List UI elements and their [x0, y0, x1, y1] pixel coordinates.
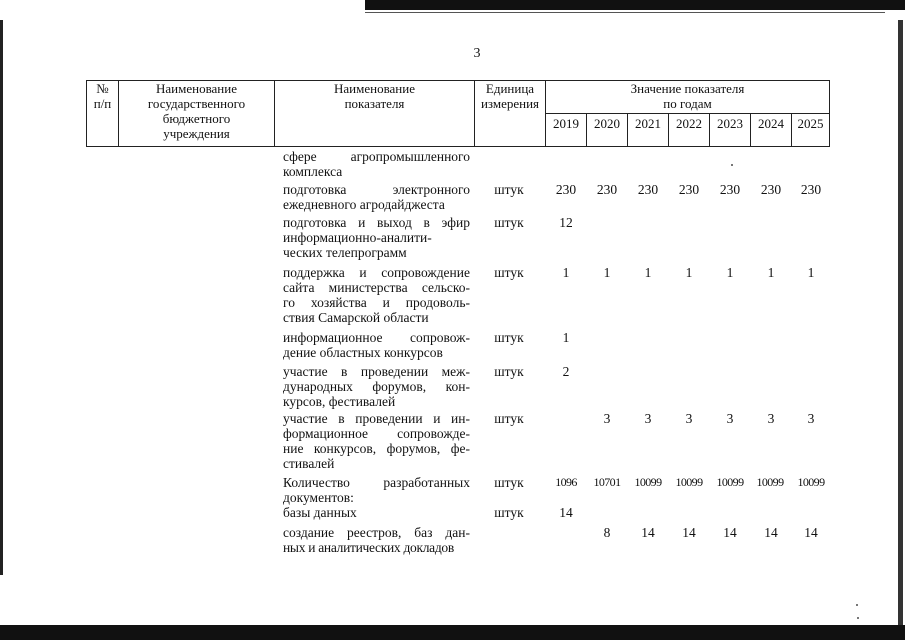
unit-cell: штук [494, 505, 524, 520]
unit-cell: штук [494, 215, 524, 230]
header-year: 2022 [676, 116, 702, 131]
value-cell: 10099 [634, 475, 662, 489]
header-year: 2020 [594, 116, 620, 131]
value-cell: 230 [678, 182, 700, 197]
value-cell: 3 [603, 411, 611, 426]
value-cell: 230 [596, 182, 618, 197]
indicator-cell: базы данных [283, 505, 357, 520]
value-cell: 10099 [797, 475, 825, 489]
indicator-cell: подготовка электронного ежедневного агродайджеста [283, 182, 470, 212]
value-cell: 1 [562, 265, 570, 280]
value-cell: 230 [637, 182, 659, 197]
value-cell: 1 [685, 265, 693, 280]
value-cell: 14 [723, 525, 737, 540]
unit-cell: штук [494, 364, 524, 379]
scan-edge-bottom [0, 625, 905, 640]
header-values: Значение показателя по годам [630, 81, 745, 111]
header-year: 2024 [758, 116, 784, 131]
value-cell: 3 [807, 411, 815, 426]
scan-edge-right [898, 20, 903, 625]
indicator-cell: создание реестров, баз дан- ных и аналитических докладов [283, 525, 470, 555]
unit-cell: штук [494, 265, 524, 280]
header-year: 2019 [553, 116, 579, 131]
value-cell: 1 [726, 265, 734, 280]
value-cell: 1 [807, 265, 815, 280]
header-unit: Единица измерения [480, 81, 540, 111]
header-year: 2021 [635, 116, 661, 131]
unit-cell: штук [494, 411, 524, 426]
value-cell: 3 [685, 411, 693, 426]
indicator-cell: информационное сопровож- дение областных конкурсов [283, 330, 470, 360]
unit-cell: штук [494, 330, 524, 345]
value-cell: 14 [559, 505, 573, 520]
value-cell: 1096 [555, 475, 577, 489]
value-cell: 10099 [756, 475, 784, 489]
scan-edge-left [0, 20, 3, 575]
value-cell: 10701 [593, 475, 621, 489]
value-cell: 2 [562, 364, 570, 379]
value-cell: 8 [603, 525, 611, 540]
page-number: 3 [473, 46, 481, 61]
value-cell: 230 [719, 182, 741, 197]
value-cell: 14 [682, 525, 696, 540]
header-indicator: Наименование показателя [334, 81, 415, 111]
unit-cell: штук [494, 182, 524, 197]
indicator-cell: поддержка и сопровождение сайта министерства сельско- го хозяйства и продоволь- ствия Самарской области [283, 265, 470, 325]
indicator-cell: участие в проведении и ин- формационное сопровожде- ние конкурсов, форумов, фе- стивалей [283, 411, 470, 471]
value-cell: 230 [555, 182, 577, 197]
header-institution: Наименование государственного бюджетного учреждения [147, 81, 246, 141]
scan-edge-top [365, 0, 905, 10]
value-cell: 3 [644, 411, 652, 426]
header-year: 2025 [797, 116, 824, 131]
indicator-cell: сфере агропромышленного комплекса [283, 149, 470, 179]
indicator-cell: участие в проведении меж- дународных форумов, кон- курсов, фестивалей [283, 364, 470, 409]
scan-speck [731, 164, 733, 166]
scan-edge-top-line [365, 12, 885, 13]
value-cell: 14 [641, 525, 655, 540]
indicator-cell: Количество разработанных документов: [283, 475, 470, 505]
value-cell: 12 [559, 215, 573, 230]
value-cell: 1 [603, 265, 611, 280]
unit-cell: штук [494, 475, 524, 490]
value-cell: 230 [800, 182, 822, 197]
value-cell: 10099 [716, 475, 744, 489]
value-cell: 3 [767, 411, 775, 426]
header-num: № п/п [93, 81, 112, 111]
value-cell: 14 [804, 525, 818, 540]
scan-speck [857, 617, 859, 619]
value-cell: 230 [760, 182, 782, 197]
value-cell: 3 [726, 411, 734, 426]
value-cell: 14 [764, 525, 778, 540]
value-cell: 10099 [675, 475, 703, 489]
value-cell: 1 [562, 330, 570, 345]
header-year: 2023 [717, 116, 743, 131]
indicator-cell: подготовка и выход в эфир информационно-аналити- ческих телепрограмм [283, 215, 470, 260]
value-cell: 1 [644, 265, 652, 280]
scan-speck [856, 604, 858, 606]
value-cell: 1 [767, 265, 775, 280]
